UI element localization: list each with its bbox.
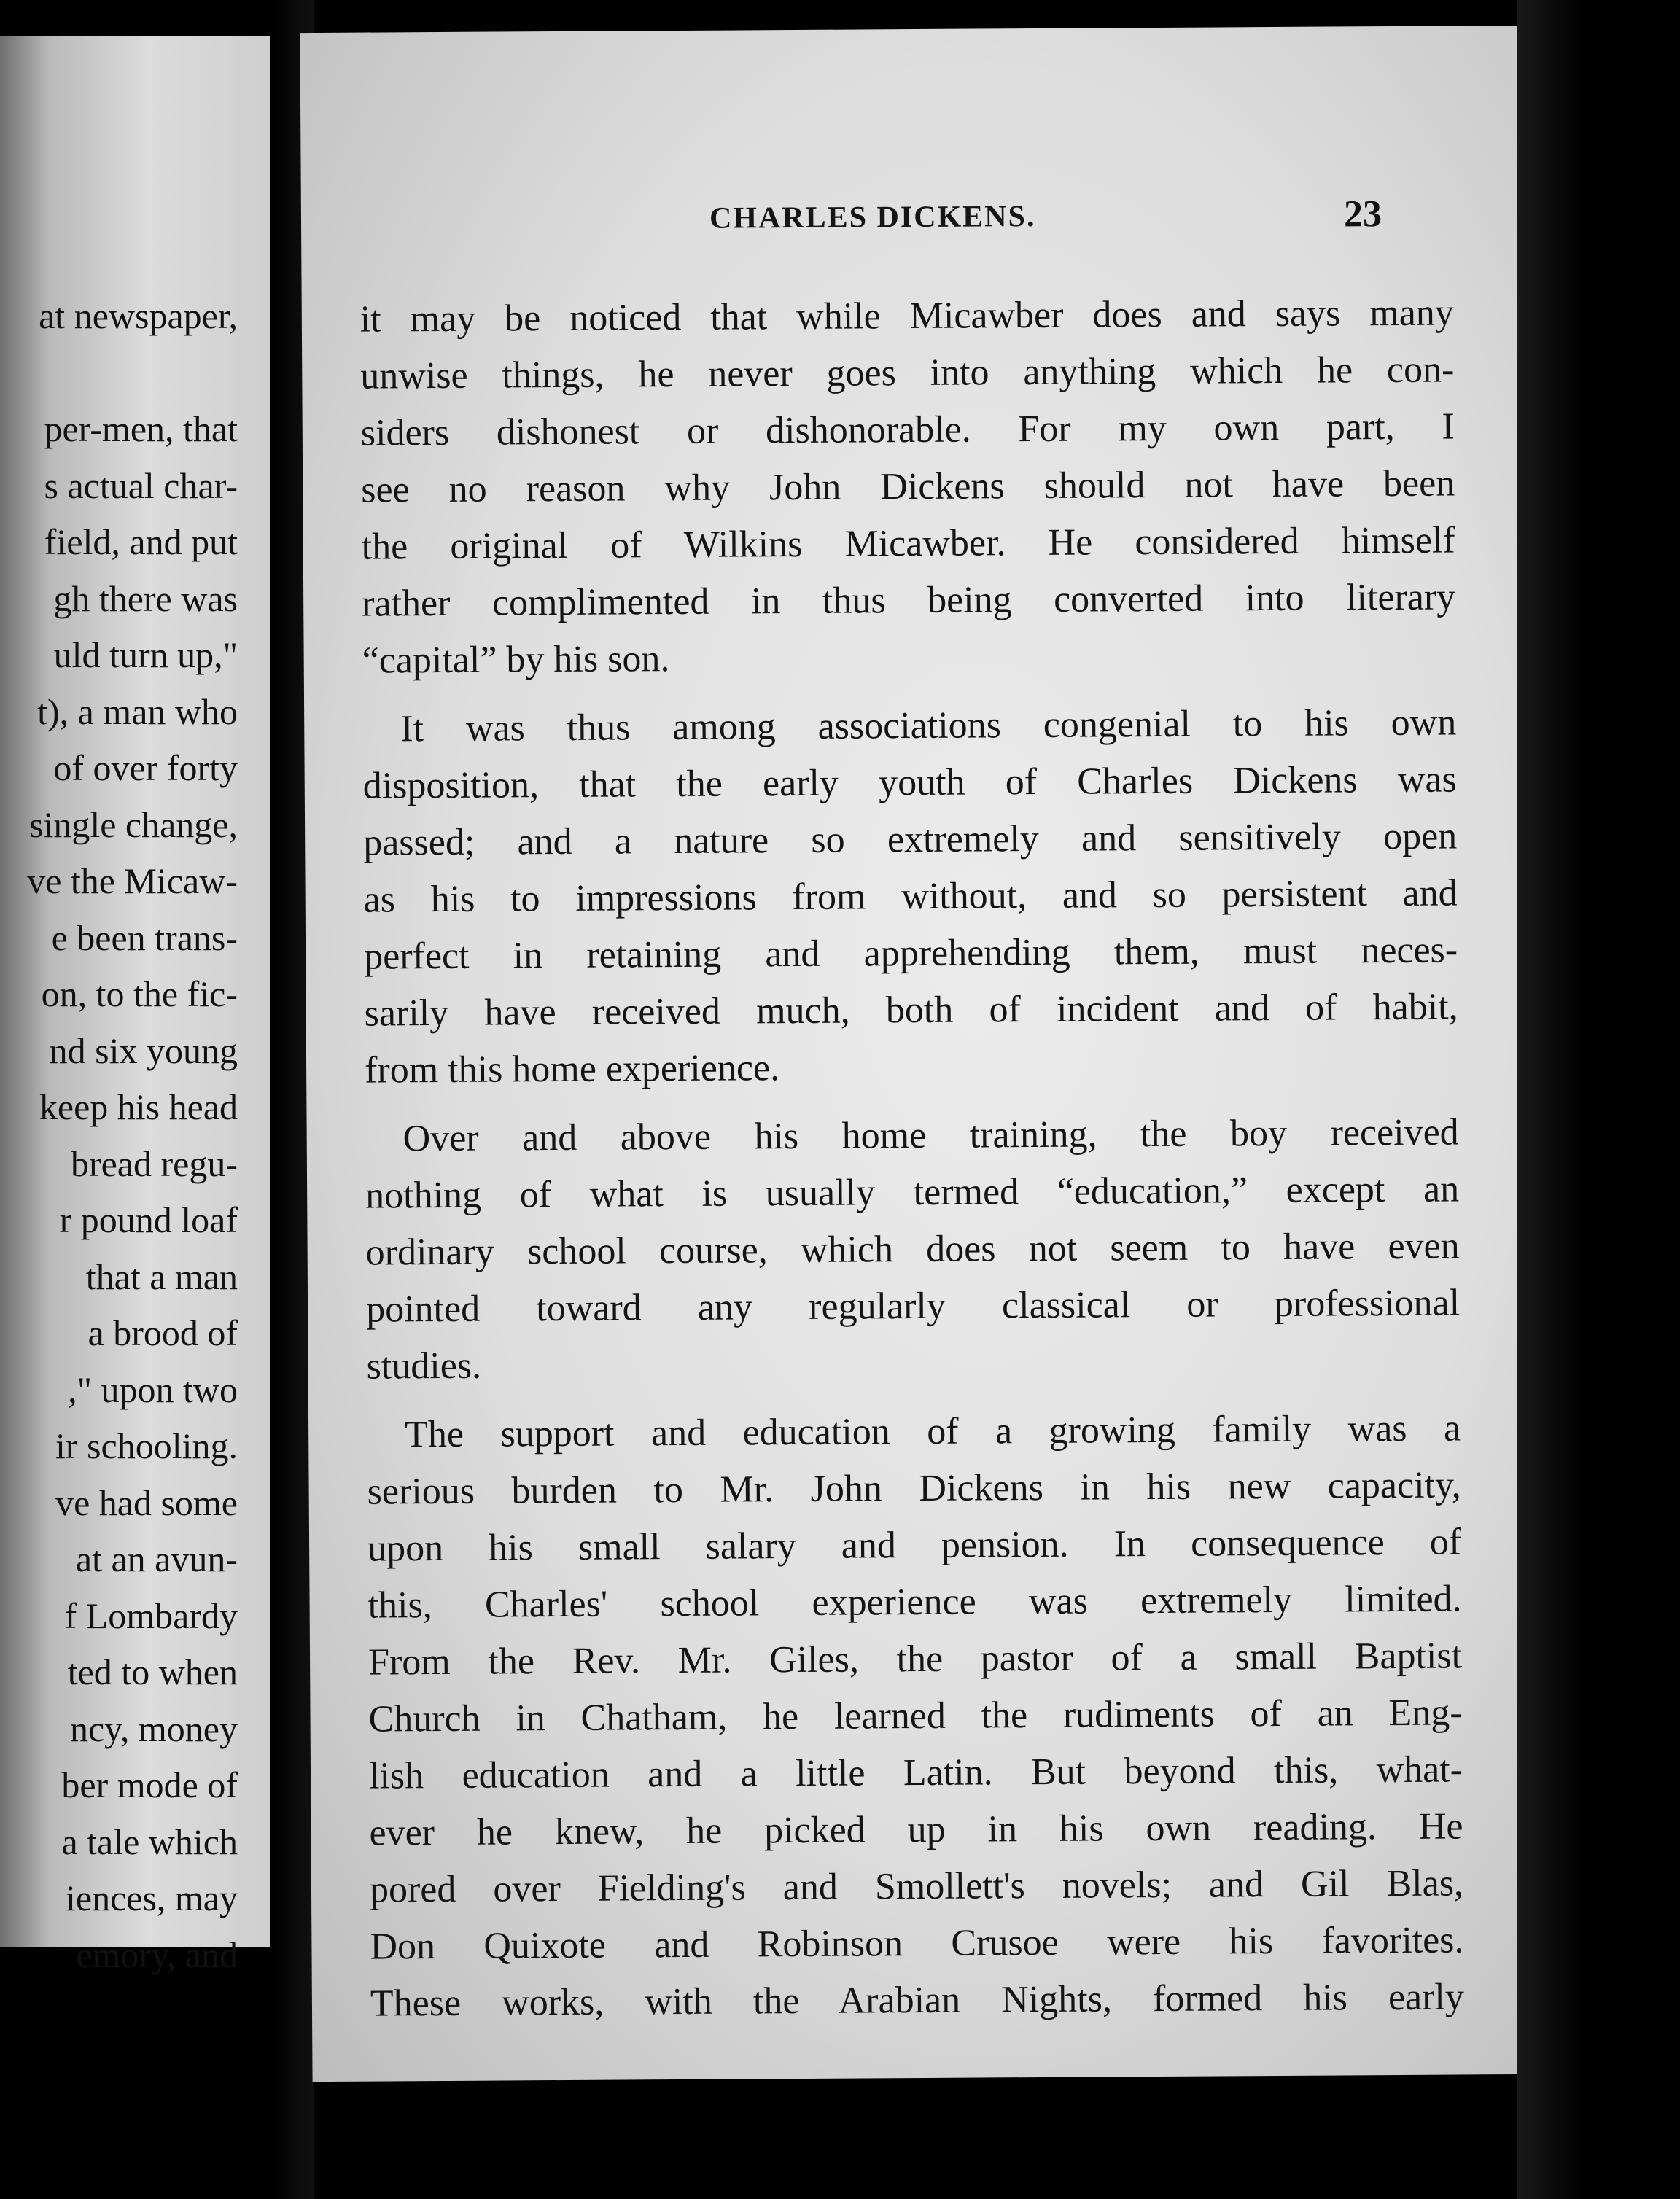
text-line: Don Quixote and Robinson Crusoe were his favorites. — [370, 1919, 1464, 1968]
left-line: of over forty — [53, 747, 238, 788]
left-line: single change, — [28, 803, 238, 845]
text-line: nothing of what is usually termed “education,” except an — [365, 1168, 1460, 1217]
left-line: a tale which — [61, 1821, 238, 1862]
current-page — [300, 26, 1537, 2082]
left-line: ir schooling. — [55, 1425, 238, 1466]
left-line: that a man — [85, 1256, 238, 1297]
text-line: Over and above his home training, the boy received — [402, 1111, 1459, 1160]
paragraph — [367, 1400, 1464, 2032]
text-line: From the Rev. Mr. Giles, the pastor of a small Baptist — [368, 1635, 1463, 1684]
text-line: ordinary school course, which does not seem to have even — [365, 1225, 1460, 1274]
left-line — [0, 345, 238, 402]
left-line: bread regu- — [70, 1143, 238, 1184]
text-line: unwise things, he never goes into anything which he con- — [360, 349, 1455, 397]
text-line: The support and education of a growing family was a — [405, 1407, 1461, 1456]
left-line: f Lombardy — [64, 1595, 238, 1636]
text-line: siders dishonest or dishonorable. For my own part, I — [360, 405, 1455, 454]
running-title: CHARLES DICKENS. — [709, 199, 1036, 236]
left-line: keep his head — [39, 1086, 238, 1127]
previous-page-fragment — [0, 36, 270, 1975]
text-line: passed; and a nature so extremely and sensitively open — [363, 815, 1458, 864]
text-line: It was thus among associations congenial to his own — [400, 701, 1457, 750]
text-line: disposition, that the early youth of Charles Dickens was — [362, 758, 1457, 807]
left-line: r pound loaf — [59, 1199, 238, 1240]
left-line: ted to when — [67, 1651, 238, 1692]
text-line: from this home experience. — [364, 1047, 780, 1091]
text-line: These works, with the Arabian Nights, formed his early — [370, 1976, 1465, 2025]
text-line: pored over Fielding's and Smollett's novels; and Gil Blas, — [369, 1862, 1464, 1911]
left-line: t), a man who — [37, 690, 238, 732]
previous-page-text — [0, 288, 238, 1983]
text-line: upon his small salary and pension. In consequence of — [367, 1521, 1462, 1570]
left-line: uld turn up," — [53, 634, 238, 675]
left-line: at an avun- — [75, 1538, 238, 1579]
page-edge-shadow — [1517, 0, 1680, 2199]
text-line: Church in Chatham, he learned the rudiments of an Eng- — [368, 1692, 1463, 1740]
left-line: gh there was — [53, 577, 238, 619]
text-line: pointed toward any regularly classical or professional — [365, 1282, 1461, 1331]
left-line: iences, may — [65, 1877, 238, 1918]
left-line: per-men, that — [44, 408, 238, 449]
left-line: ," upon two — [68, 1369, 238, 1410]
paragraph — [365, 1104, 1460, 1395]
left-line: at newspaper, — [39, 295, 238, 336]
page-number: 23 — [1343, 193, 1382, 236]
text-line: studies. — [366, 1344, 482, 1387]
page-body — [360, 284, 1465, 2032]
text-line: ever he knew, he picked up in his own reading. He — [369, 1805, 1463, 1854]
left-line: nd six young — [49, 1030, 238, 1071]
text-line: lish education and a little Latin. But beyond this, what- — [368, 1748, 1463, 1797]
left-line: e been trans- — [51, 916, 238, 958]
paragraph — [360, 284, 1456, 689]
left-line: s actual char- — [44, 464, 238, 506]
left-line: ve had some — [55, 1482, 238, 1523]
text-line: as his to impressions from without, and so persistent and — [363, 872, 1458, 921]
text-line: “capital” by his son. — [362, 638, 670, 682]
text-line: sarily have received much, both of incident and of habit, — [364, 986, 1458, 1035]
left-line: a brood of — [88, 1312, 238, 1353]
text-line: the original of Wilkins Micawber. He considered himself — [361, 519, 1455, 568]
text-line: serious burden to Mr. John Dickens in his new capacity, — [367, 1464, 1461, 1513]
text-line: see no reason why John Dickens should not have been — [361, 462, 1455, 511]
paragraph — [362, 694, 1458, 1099]
left-line: ber mode of — [61, 1764, 238, 1805]
left-line: ve the Micaw- — [27, 860, 238, 901]
left-line: emory, and — [76, 1934, 238, 1975]
text-line: perfect in retaining and apprehending them, must neces- — [364, 929, 1458, 978]
text-line: rather complimented in thus being converted into literary — [362, 576, 1456, 625]
left-line: field, and put — [44, 521, 238, 562]
text-line: it may be noticed that while Micawber does and says many — [359, 292, 1454, 340]
text-line: this, Charles' school experience was extremely limited. — [368, 1578, 1462, 1627]
left-line: ncy, money — [69, 1708, 238, 1749]
running-head — [301, 184, 1526, 250]
left-line: on, to the fic- — [41, 973, 238, 1014]
